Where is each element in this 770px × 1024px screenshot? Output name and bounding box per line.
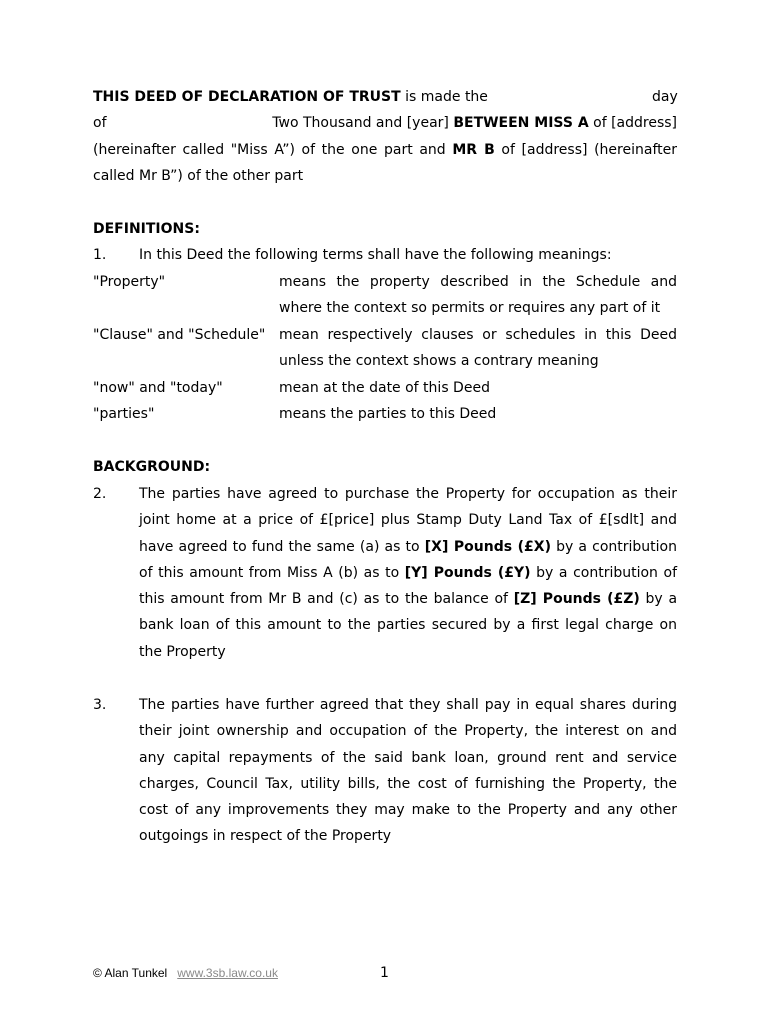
intro-line-1: [93, 84, 488, 110]
party-a-address: of [address]: [593, 115, 677, 131]
between-party-a: BETWEEN MISS A: [453, 115, 589, 131]
intro-line-2: [272, 110, 677, 136]
clause-2-number: 2.: [93, 486, 107, 502]
of-word: of: [93, 115, 107, 131]
party-b-name: MR B: [452, 142, 495, 158]
deed-title: THIS DEED OF DECLARATION OF TRUST: [93, 89, 401, 105]
footer-left: [93, 966, 278, 980]
footer-link[interactable]: www.3sb.law.co.uk: [177, 966, 278, 980]
term-clause-schedule: "Clause" and "Schedule": [93, 327, 266, 343]
clause-2-text: [139, 481, 677, 665]
clause-1-text: In this Deed the following terms shall have the following meanings:: [139, 247, 612, 263]
amount-x: [X] Pounds (£X): [424, 538, 551, 555]
intro-line-3a: (hereinafter called "Miss A”) of the one part and: [93, 142, 446, 158]
intro-line-3b: of [address] (hereinafter: [501, 142, 677, 158]
definitions-heading: DEFINITIONS:: [93, 221, 200, 237]
meaning-parties: means the parties to this Deed: [279, 406, 497, 422]
amount-z: [Z] Pounds (£Z): [513, 591, 640, 608]
clause-3-number: 3.: [93, 697, 107, 713]
day-word: day: [652, 89, 678, 105]
clause-1-number: 1.: [93, 247, 107, 263]
intro-line-4: called Mr B”) of the other part: [93, 168, 304, 184]
year-text: Two Thousand and [year]: [272, 115, 449, 131]
clause-2-part-4: by a bank loan of this amount to the parties secured by a first legal charge on the Property: [139, 591, 678, 660]
clause-2-part-2: by a contribution of this amount from Miss A (b) as to: [139, 538, 677, 581]
clause-3-text: The parties have further agreed that they shall pay in equal shares during their joint ownership and occupation of the Property, the interest on and any capital repayments of the said bank loan, ground rent and service charges, Council Tax, utility bills, the cost of furnishing the Property, the cost of any improvements they may make to the Property and any other outgoings in respect of the Property: [139, 697, 677, 845]
background-heading: BACKGROUND:: [93, 459, 211, 475]
term-property: "Property": [93, 274, 166, 290]
intro-line-3: [93, 137, 677, 163]
meaning-clause-schedule: mean respectively clauses or schedules in this Deed unless the context shows a contrary meaning: [279, 327, 677, 370]
clause-2-part-3: by a contribution of this amount from Mr B and (c) as to the balance of: [139, 564, 677, 608]
footer-copyright: © Alan Tunkel: [93, 966, 168, 980]
page-number: 1: [380, 965, 389, 981]
is-made-the: is made the: [405, 89, 488, 105]
clause-2-part-1: The parties have agreed to purchase the Property for occupation as their joint home at a price of £[price] plus Stamp Duty Land Tax of £[sdlt] and have agreed to fund the same (a) as to: [139, 486, 677, 555]
term-now-today: "now" and "today": [93, 380, 223, 396]
meaning-now-today: mean at the date of this Deed: [279, 380, 490, 396]
meaning-property: means the property described in the Schedule and where the context so permits or requires any part of it: [279, 274, 677, 317]
amount-y: [Y] Pounds (£Y): [404, 564, 531, 581]
term-parties: "parties": [93, 406, 155, 422]
